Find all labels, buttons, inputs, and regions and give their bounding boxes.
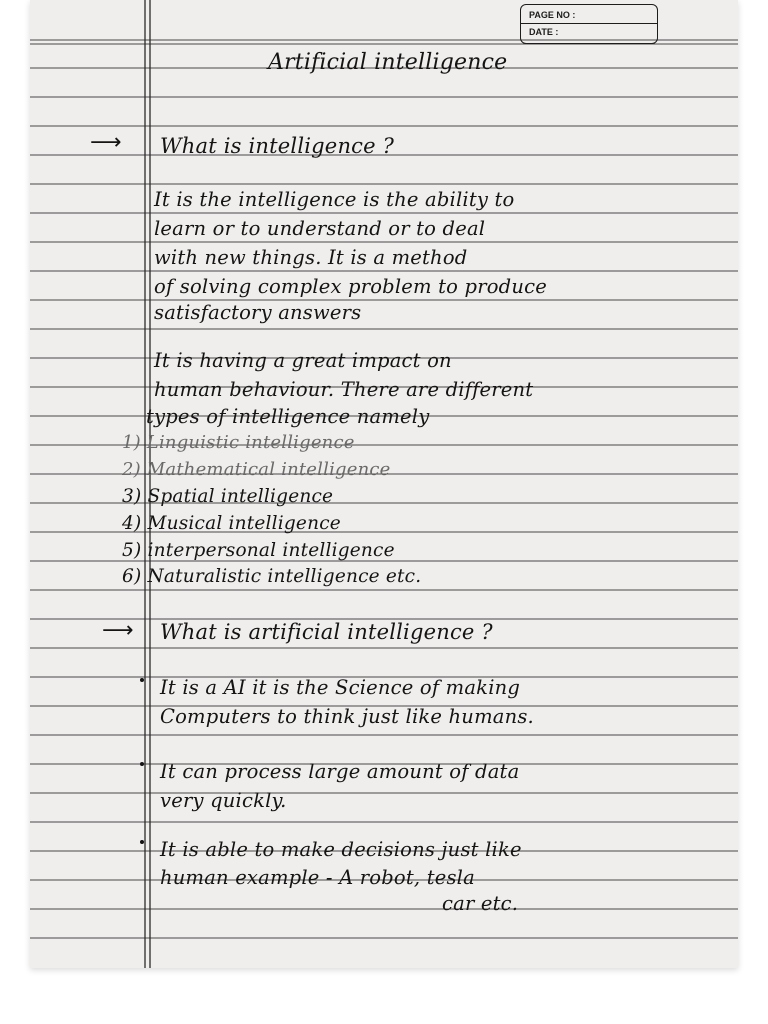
para1-line-3: with new things. It is a method [154, 246, 468, 269]
notebook-page [30, 0, 738, 968]
page-no-label: PAGE NO : [529, 10, 576, 20]
point2-line-1: It can process large amount of data [160, 760, 520, 783]
page-date-box [520, 4, 658, 44]
type-item-6: 6) Naturalistic intelligence etc. [122, 566, 422, 587]
section1-heading: What is intelligence ? [160, 134, 395, 158]
arrow-icon: ⟶ [90, 130, 122, 155]
point2-line-2: very quickly. [160, 789, 287, 812]
type-item-1: 1) Linguistic intelligence [122, 432, 355, 453]
para2-line-2: human behaviour. There are different [154, 378, 534, 401]
type-item-2: 2) Mathematical intelligence [122, 459, 391, 480]
point3-line-2: human example - A robot, tesla [160, 866, 475, 889]
box-divider [521, 23, 657, 24]
date-label: DATE : [529, 27, 559, 37]
para1-line-1: It is the intelligence is the ability to [154, 188, 515, 211]
bullet-icon [140, 840, 144, 844]
page-title: Artificial intelligence [268, 50, 508, 75]
para1-line-4: of solving complex problem to produce [154, 275, 547, 298]
arrow-icon: ⟶ [102, 618, 134, 643]
para2-line-1: It is having a great impact on [154, 349, 452, 372]
point3-line-3: car etc. [442, 892, 519, 915]
para2-line-3: types of intelligence namely [146, 405, 430, 428]
para1-line-2: learn or to understand or to deal [154, 217, 486, 240]
para1-line-5: satisfactory answers [154, 301, 362, 324]
type-item-3: 3) Spatial intelligence [122, 486, 334, 507]
section2-heading: What is artificial intelligence ? [160, 620, 493, 644]
bullet-icon [140, 762, 144, 766]
bullet-icon [140, 678, 144, 682]
type-item-5: 5) interpersonal intelligence [122, 540, 395, 561]
point3-line-1: It is able to make decisions just like [160, 838, 522, 861]
type-item-4: 4) Musical intelligence [122, 513, 341, 534]
point1-line-2: Computers to think just like humans. [160, 705, 534, 728]
point1-line-1: It is a AI it is the Science of making [160, 676, 521, 699]
